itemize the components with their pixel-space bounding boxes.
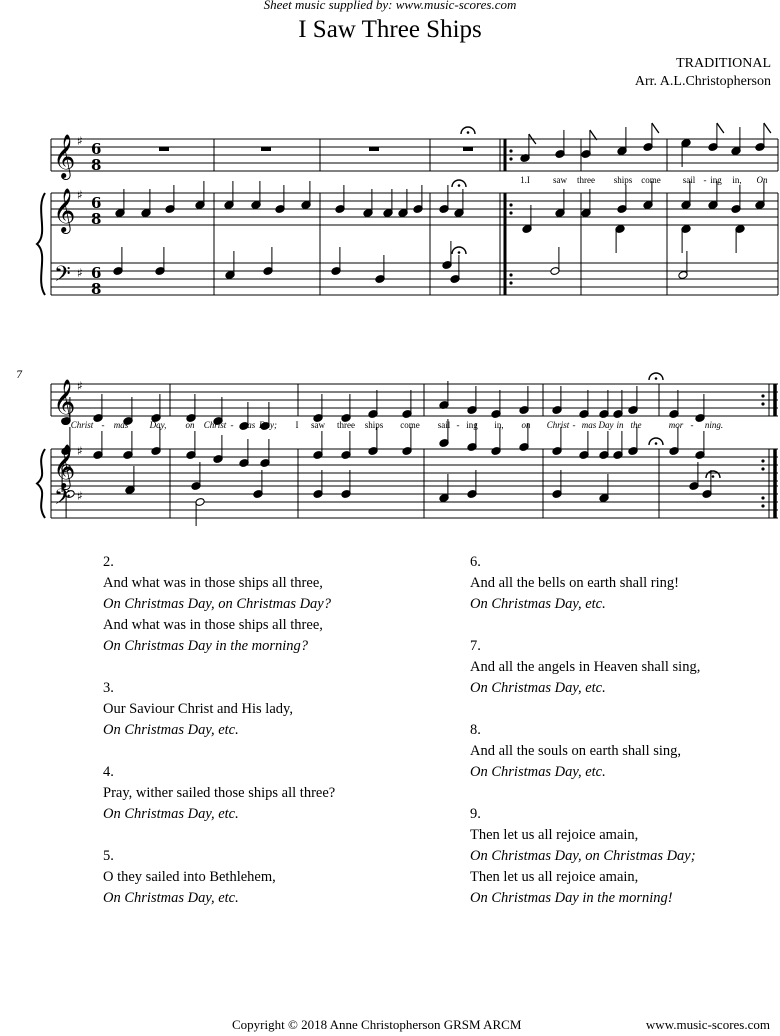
verse — [103, 846, 335, 909]
whole-rest — [159, 147, 169, 151]
repeat-dot — [509, 281, 512, 284]
verse-line: And what was in those ships all three, — [103, 617, 323, 633]
verse-line: On Christmas Day, on Christmas Day; — [470, 848, 696, 864]
sharp-key-signature: ♯ — [77, 134, 83, 148]
time-signature-top: 6 — [91, 140, 102, 158]
lyric-syllable: mor — [668, 420, 684, 430]
verse-line: On Christmas Day in the morning! — [470, 890, 673, 906]
song-title: I Saw Three Ships — [298, 16, 482, 43]
verse — [470, 804, 700, 909]
lyric-syllable: in, — [494, 420, 504, 430]
repeat-dot — [509, 211, 512, 214]
lyric-syllable: Christ — [203, 420, 227, 430]
repeat-dot — [509, 203, 512, 206]
time-signature-bottom: 8 — [91, 210, 102, 228]
verse — [470, 720, 700, 783]
lyric-syllable: ing — [466, 420, 478, 430]
fermata-dot — [458, 251, 461, 254]
lyric-syllable: come — [641, 175, 661, 185]
lyric-syllable: 1.I — [520, 175, 530, 185]
flag — [590, 130, 597, 140]
flag — [717, 123, 724, 133]
notes — [61, 123, 771, 526]
repeat-dot — [761, 394, 764, 397]
sharp-key-signature: ♯ — [77, 188, 83, 202]
treble-clef: 𝄞 — [53, 379, 76, 423]
verse-line: On Christmas Day, etc. — [103, 806, 239, 822]
fermata-dot — [655, 442, 658, 445]
lyric-syllable: mas — [581, 420, 597, 430]
verse-number: 3. — [103, 680, 114, 696]
verse-line: Pray, wither sailed those ships all three? — [103, 785, 336, 801]
verses-left-column — [103, 552, 335, 930]
lyric-syllable: sail — [437, 420, 451, 430]
lyric-syllable: ships — [364, 420, 384, 430]
lyric-syllable: ships — [613, 175, 633, 185]
sharp-key-signature: ♯ — [77, 266, 83, 280]
lyric-syllable: saw — [311, 420, 325, 430]
repeat-dot — [761, 504, 764, 507]
repeat-dot — [509, 157, 512, 160]
time-signature-bottom: 8 — [91, 280, 102, 298]
copyright-text: Copyright © 2018 Anne Christopherson GRSM ARCM — [232, 1017, 522, 1032]
verse-line: And all the angels in Heaven shall sing, — [470, 659, 701, 675]
verse-number: 6. — [470, 554, 481, 570]
lyric-syllable: - — [456, 420, 460, 430]
verse — [103, 678, 335, 741]
verse — [103, 762, 335, 825]
time-signature-top: 6 — [91, 194, 102, 212]
verse-line: Then let us all rejoice amain, — [470, 827, 639, 843]
verse-line: On Christmas Day, etc. — [470, 680, 606, 696]
verse-line: And what was in those ships all three, — [103, 575, 323, 591]
lyric-syllable: on — [185, 420, 195, 430]
verse — [103, 552, 335, 657]
verses-right-column — [470, 552, 700, 930]
barlines — [51, 139, 778, 518]
repeat-dot — [761, 467, 764, 470]
treble-clef: 𝄞 — [53, 134, 76, 178]
verse-line: Our Saviour Christ and His lady, — [103, 701, 293, 717]
composer-text: TRADITIONAL — [676, 56, 771, 71]
repeat-dot — [761, 402, 764, 405]
lyric-syllable: three — [337, 420, 355, 430]
verse-line: On Christmas Day, etc. — [103, 890, 239, 906]
lyric-syllable: in — [616, 420, 624, 430]
verse-line: And all the bells on earth shall ring! — [470, 575, 679, 591]
verse-number: 4. — [103, 764, 114, 780]
sharp-key-signature: ♯ — [77, 379, 83, 393]
lyric-syllable: Day — [598, 420, 614, 430]
lyric-syllable: On — [756, 175, 768, 185]
verse-line: On Christmas Day in the morning? — [103, 638, 309, 654]
verse-line: And all the souls on earth shall sing, — [470, 743, 682, 759]
lyric-syllable: - — [703, 175, 707, 185]
verse-line: O they sailed into Bethlehem, — [103, 869, 276, 885]
flag — [652, 123, 659, 133]
verse-number: 5. — [103, 848, 114, 864]
lyric-syllable: come — [400, 420, 420, 430]
verse-line: On Christmas Day, on Christmas Day? — [103, 596, 331, 612]
lyric-syllable: Day; — [259, 420, 277, 430]
lyric-syllable: mas — [240, 420, 256, 430]
time-signature-bottom: 8 — [91, 156, 102, 174]
lyric-syllable: in, — [732, 175, 742, 185]
fermata-dot — [655, 377, 658, 380]
bass-clef: 𝄢 — [54, 262, 71, 292]
brace — [37, 449, 45, 518]
flag — [764, 123, 771, 133]
lyric-syllable: Day, — [149, 420, 167, 430]
lyric-syllable: ing — [710, 175, 722, 185]
verse-line: On Christmas Day, etc. — [103, 722, 239, 738]
lyric-syllable: - — [690, 420, 694, 430]
fermata-dot — [458, 184, 461, 187]
treble-clef: 𝄞 — [53, 444, 76, 488]
whole-rest — [369, 147, 379, 151]
lyric-syllable: three — [577, 175, 595, 185]
lyric-syllable: mas — [113, 420, 129, 430]
verse-number: 2. — [103, 554, 114, 570]
lyric-syllable: saw — [553, 175, 567, 185]
verse-line: On Christmas Day, etc. — [470, 764, 606, 780]
brace — [37, 193, 45, 295]
sharp-key-signature: ♯ — [77, 444, 83, 458]
lyric-syllable: sail — [682, 175, 696, 185]
footer-url: www.music-scores.com — [645, 1017, 770, 1032]
verse-line: Then let us all rejoice amain, — [470, 869, 639, 885]
lyric-syllable: - — [101, 420, 105, 430]
measure-number: 7 — [16, 370, 23, 381]
fermata-dot — [712, 475, 715, 478]
whole-rest — [463, 147, 473, 151]
lyric-syllable: on — [521, 420, 531, 430]
repeat-dot — [761, 459, 764, 462]
verse — [470, 552, 700, 615]
lyric-syllable: Christ — [70, 420, 94, 430]
sharp-key-signature: ♯ — [77, 489, 83, 503]
verse-number: 8. — [470, 722, 481, 738]
arranger-text: Arr. A.L.Christopherson — [634, 74, 771, 89]
fermata-dot — [467, 131, 470, 134]
verse-number: 9. — [470, 806, 481, 822]
whole-rest — [261, 147, 271, 151]
verse-line: On Christmas Day, etc. — [470, 596, 606, 612]
lyric-syllable: Christ — [546, 420, 570, 430]
repeat-dot — [761, 496, 764, 499]
bass-clef: 𝄢 — [54, 485, 71, 515]
staff-lines — [51, 139, 778, 518]
repeat-dot — [509, 149, 512, 152]
supplied-by-text: Sheet music supplied by: www.music-scores.com — [263, 0, 517, 12]
time-signature-top: 6 — [91, 264, 102, 282]
verse — [470, 636, 700, 699]
lyric-syllable: ning. — [704, 420, 724, 430]
repeat-dot — [509, 273, 512, 276]
verse-number: 7. — [470, 638, 481, 654]
lyric-syllable: - — [230, 420, 234, 430]
treble-clef: 𝄞 — [53, 188, 76, 232]
lyric-syllable: - — [572, 420, 576, 430]
lyric-syllable: I — [295, 420, 299, 430]
lyric-syllable: the — [630, 420, 642, 430]
